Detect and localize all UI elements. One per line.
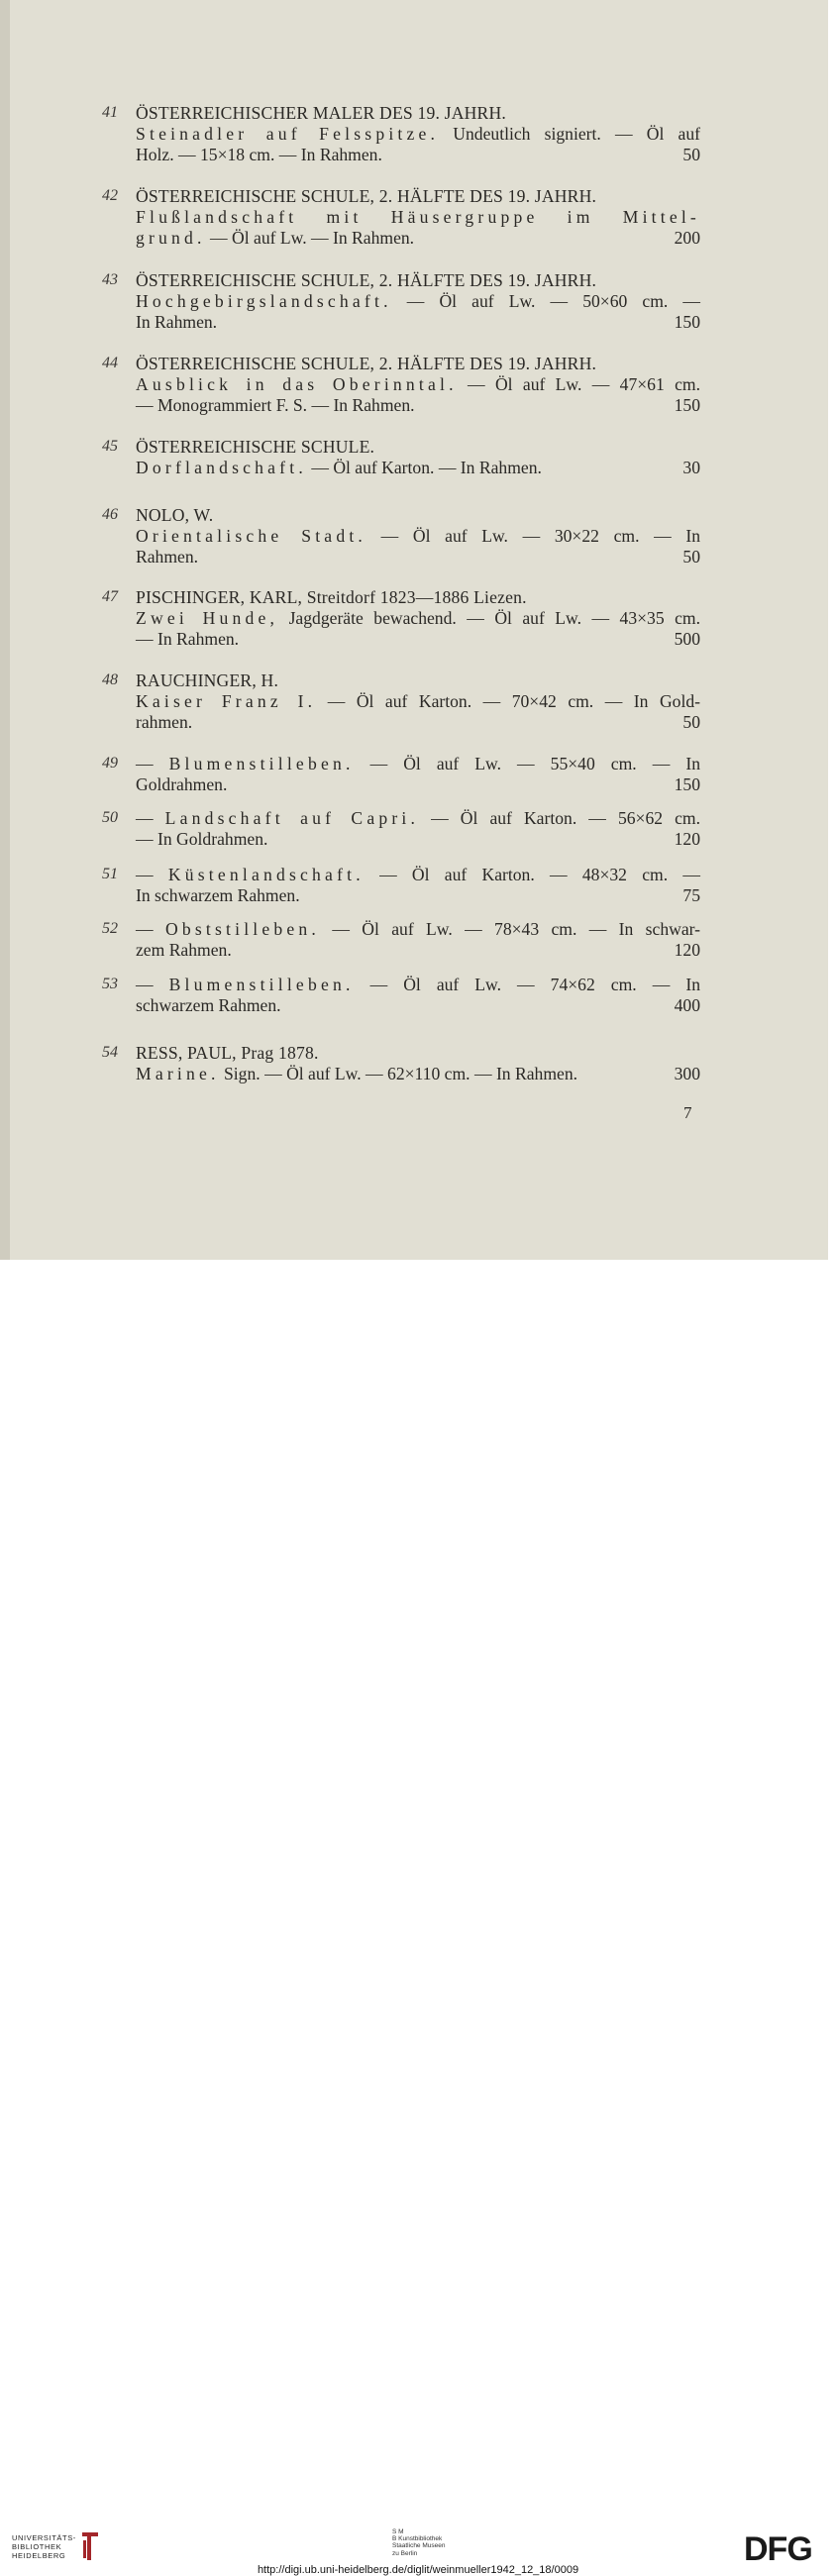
price: 150 <box>674 773 700 794</box>
entry-text-line <box>102 608 700 629</box>
lot-number: 51 <box>102 866 118 882</box>
entry-text-line <box>102 865 700 885</box>
description-segment: — <box>136 975 169 994</box>
lot-number: 47 <box>102 588 118 605</box>
description-text <box>136 124 700 145</box>
price: 120 <box>674 828 700 849</box>
lot-number: 50 <box>102 809 118 826</box>
artwork-title: Landschaft auf Capri. <box>164 808 420 828</box>
price: 30 <box>682 457 700 477</box>
description-segment: — Öl auf Lw. — 74×62 cm. — In <box>354 975 700 994</box>
price: 150 <box>674 394 700 415</box>
price: 300 <box>674 1063 700 1083</box>
description-segment: — Öl auf Lw. — 47×61 cm. <box>457 373 700 394</box>
entry-heading-line <box>102 505 700 526</box>
description-text <box>136 547 700 567</box>
description-segment: — Monogrammiert F. S. — In Rahmen. <box>136 394 415 415</box>
entry-text-line <box>102 940 700 961</box>
catalog-entry <box>102 103 700 164</box>
description-text <box>136 691 700 712</box>
price: 50 <box>682 546 700 567</box>
entry-text-line <box>102 754 700 774</box>
description-text <box>136 754 700 774</box>
catalog-entry <box>102 1043 700 1084</box>
price: 200 <box>674 227 700 248</box>
entry-heading-line <box>102 587 700 608</box>
entry-text-line <box>102 995 700 1016</box>
lot-number: 49 <box>102 755 118 772</box>
description-segment: — <box>136 919 165 939</box>
entry-text-line <box>102 312 700 333</box>
description-text <box>136 458 700 478</box>
artwork-title: Orientalische Stadt. <box>136 525 367 546</box>
artwork-title: Marine. <box>136 1063 220 1083</box>
description-segment: Rahmen. <box>136 546 199 567</box>
lot-number: 48 <box>102 671 118 688</box>
catalog-entry <box>102 186 700 248</box>
artist-heading: RAUCHINGER, H. <box>136 670 279 690</box>
entry-text-line <box>102 975 700 995</box>
entry-heading-line <box>102 186 700 207</box>
lot-number: 42 <box>102 187 118 204</box>
description-segment: — In Goldrahmen. <box>136 828 268 849</box>
catalog-entry <box>102 919 700 961</box>
description-text <box>136 526 700 547</box>
artist-heading: NOLO, W. <box>136 505 214 525</box>
entry-heading-line <box>102 670 700 691</box>
price: 500 <box>674 628 700 649</box>
description-segment: schwarzem Rahmen. <box>136 994 281 1015</box>
description-segment: Goldrahmen. <box>136 773 228 794</box>
smb-logo-line: S M <box>392 2528 404 2535</box>
description-text <box>136 1064 700 1084</box>
catalog-entry <box>102 587 700 649</box>
entry-text-line <box>102 774 700 795</box>
lot-number: 43 <box>102 271 118 288</box>
smb-logo-line: zu Berlin <box>392 2549 418 2557</box>
price: 50 <box>682 711 700 732</box>
description-segment: Sign. — Öl auf Lw. — 62×110 cm. — In Rahmen. <box>219 1063 578 1083</box>
price: 400 <box>674 994 700 1015</box>
entry-text-line <box>102 228 700 249</box>
page-binding-edge <box>0 0 10 1260</box>
price: 50 <box>682 144 700 164</box>
artist-heading: ÖSTERREICHISCHE SCHULE, 2. HÄLFTE DES 19. JAHRH. <box>136 354 597 373</box>
description-text <box>136 995 700 1016</box>
entry-heading-line <box>102 103 700 124</box>
catalog-entry <box>102 865 700 906</box>
artwork-title: Zwei Hunde, <box>136 607 279 628</box>
lot-number: 41 <box>102 104 118 121</box>
entry-text-line <box>102 629 700 650</box>
description-segment: — <box>136 808 165 828</box>
description-segment: rahmen. <box>136 711 193 732</box>
catalog-entry <box>102 754 700 795</box>
artwork-title: Kaiser Franz I. <box>136 690 317 711</box>
description-text <box>136 865 700 885</box>
university-library-logo <box>12 2533 76 2560</box>
lot-number: 53 <box>102 976 118 992</box>
artist-heading: PISCHINGER, KARL, Streitdorf 1823—1886 Liezen. <box>136 587 527 607</box>
description-segment: — <box>136 754 169 773</box>
description-text <box>136 940 700 961</box>
description-segment: — Öl auf Karton. — 56×62 cm. <box>419 808 701 828</box>
catalog-entry <box>102 505 700 567</box>
entry-text-line <box>102 395 700 416</box>
description-segment: — Öl auf Karton. — 48×32 cm. — <box>364 865 700 884</box>
description-segment: — Öl auf Karton. — In Rahmen. <box>306 457 542 477</box>
lot-number: 44 <box>102 355 118 371</box>
artist-heading: RESS, PAUL, Prag 1878. <box>136 1043 319 1063</box>
artwork-title: Blumenstilleben. <box>168 754 355 773</box>
entry-text-line <box>102 458 700 478</box>
description-text <box>136 207 700 228</box>
entry-text-line <box>102 1064 700 1084</box>
entry-text-line <box>102 207 700 228</box>
page-right-margin <box>828 0 836 1260</box>
description-segment: — Öl auf Lw. — 55×40 cm. — In <box>354 754 700 773</box>
description-segment: — <box>136 865 168 884</box>
smb-logo-line: B Kunstbibliothek <box>392 2535 443 2543</box>
entry-heading-line <box>102 437 700 458</box>
entry-text-line <box>102 547 700 567</box>
catalog-entry <box>102 354 700 415</box>
artist-heading: ÖSTERREICHISCHE SCHULE. <box>136 437 375 457</box>
university-logo-line: UNIVERSITÄTS- <box>12 2533 76 2542</box>
smb-logo-line: Staatliche Museen <box>392 2542 446 2550</box>
description-text <box>136 608 700 629</box>
entry-text-line <box>102 374 700 395</box>
entry-text-line <box>102 808 700 829</box>
artist-heading: ÖSTERREICHISCHE SCHULE, 2. HÄLFTE DES 19. JAHRH. <box>136 270 597 290</box>
entry-text-line <box>102 829 700 850</box>
smb-kunstbibliothek-logo <box>392 2528 445 2557</box>
description-text <box>136 808 700 829</box>
page-number: 7 <box>683 1103 692 1122</box>
description-segment: — Öl auf Lw. — 50×60 cm. — <box>391 290 700 311</box>
university-logo-line: HEIDELBERG <box>12 2551 66 2560</box>
entry-text-line <box>102 712 700 733</box>
dfg-logo: DFG <box>744 2530 812 2568</box>
artwork-title: Blumenstilleben. <box>168 975 355 994</box>
description-text <box>136 629 700 650</box>
footer-bar <box>0 1260 836 2576</box>
price: 150 <box>674 311 700 332</box>
entry-text-line <box>102 124 700 145</box>
artist-heading: ÖSTERREICHISCHE SCHULE, 2. HÄLFTE DES 19. JAHRH. <box>136 186 597 206</box>
description-segment: — Öl auf Karton. — 70×42 cm. — In Gold- <box>316 690 700 711</box>
entry-text-line <box>102 145 700 165</box>
description-text <box>136 919 700 940</box>
description-text <box>136 312 700 333</box>
artwork-title: Hochgebirgslandschaft. <box>136 290 392 311</box>
lot-number: 52 <box>102 920 118 937</box>
scanned-page <box>0 0 836 1260</box>
entry-text-line <box>102 291 700 312</box>
entry-heading-line <box>102 354 700 374</box>
entry-text-line <box>102 885 700 906</box>
entry-text-line <box>102 691 700 712</box>
description-segment: — Öl auf Lw. — 78×43 cm. — In schwar- <box>320 919 700 939</box>
entry-heading-line <box>102 270 700 291</box>
catalog-entry <box>102 975 700 1016</box>
catalog-entry <box>102 670 700 732</box>
lot-number: 45 <box>102 438 118 455</box>
lot-number: 54 <box>102 1044 118 1061</box>
description-text <box>136 774 700 795</box>
artwork-title: Küstenlandschaft. <box>167 865 365 884</box>
description-segment: In schwarzem Rahmen. <box>136 884 300 905</box>
artwork-title: Dorflandschaft. <box>136 457 307 477</box>
description-text <box>136 291 700 312</box>
description-segment: Undeutlich signiert. — Öl auf <box>439 123 700 144</box>
description-text <box>136 395 700 416</box>
catalog-entry <box>102 808 700 850</box>
university-emblem-icon <box>79 2528 101 2562</box>
artwork-title: grund. <box>136 227 206 248</box>
source-url[interactable]: http://digi.ub.uni-heidelberg.de/diglit/weinmueller1942_12_18/0009 <box>257 2564 579 2576</box>
artwork-title: Flußlandschaft mit Häusergruppe im Mittel- <box>136 206 700 227</box>
artwork-title: Ausblick in das Oberinntal. <box>136 373 458 394</box>
entry-text-line <box>102 919 700 940</box>
artwork-title: Steinadler auf Felsspitze. <box>136 123 440 144</box>
description-segment: — In Rahmen. <box>136 628 240 649</box>
description-text <box>136 885 700 906</box>
description-text <box>136 145 700 165</box>
catalog-entry <box>102 270 700 332</box>
university-logo-line: BIBLIOTHEK <box>12 2542 62 2551</box>
artist-heading: ÖSTERREICHISCHER MALER DES 19. JAHRH. <box>136 103 506 123</box>
description-text <box>136 374 700 395</box>
price: 120 <box>674 939 700 960</box>
description-segment: zem Rahmen. <box>136 939 232 960</box>
description-segment: Jagdgeräte bewachend. — Öl auf Lw. — 43×35 cm. <box>278 607 700 628</box>
description-segment: In Rahmen. <box>136 311 218 332</box>
description-segment: — Öl auf Lw. — In Rahmen. <box>205 227 415 248</box>
description-text <box>136 975 700 995</box>
description-segment: — Öl auf Lw. — 30×22 cm. — In <box>366 525 701 546</box>
price: 75 <box>682 884 700 905</box>
entry-text-line <box>102 526 700 547</box>
entry-heading-line <box>102 1043 700 1064</box>
artwork-title: Obststilleben. <box>164 919 320 939</box>
lot-number: 46 <box>102 506 118 523</box>
description-segment: Holz. — 15×18 cm. — In Rahmen. <box>136 144 382 164</box>
description-text <box>136 829 700 850</box>
description-text <box>136 228 700 249</box>
catalog-entry <box>102 437 700 478</box>
description-text <box>136 712 700 733</box>
